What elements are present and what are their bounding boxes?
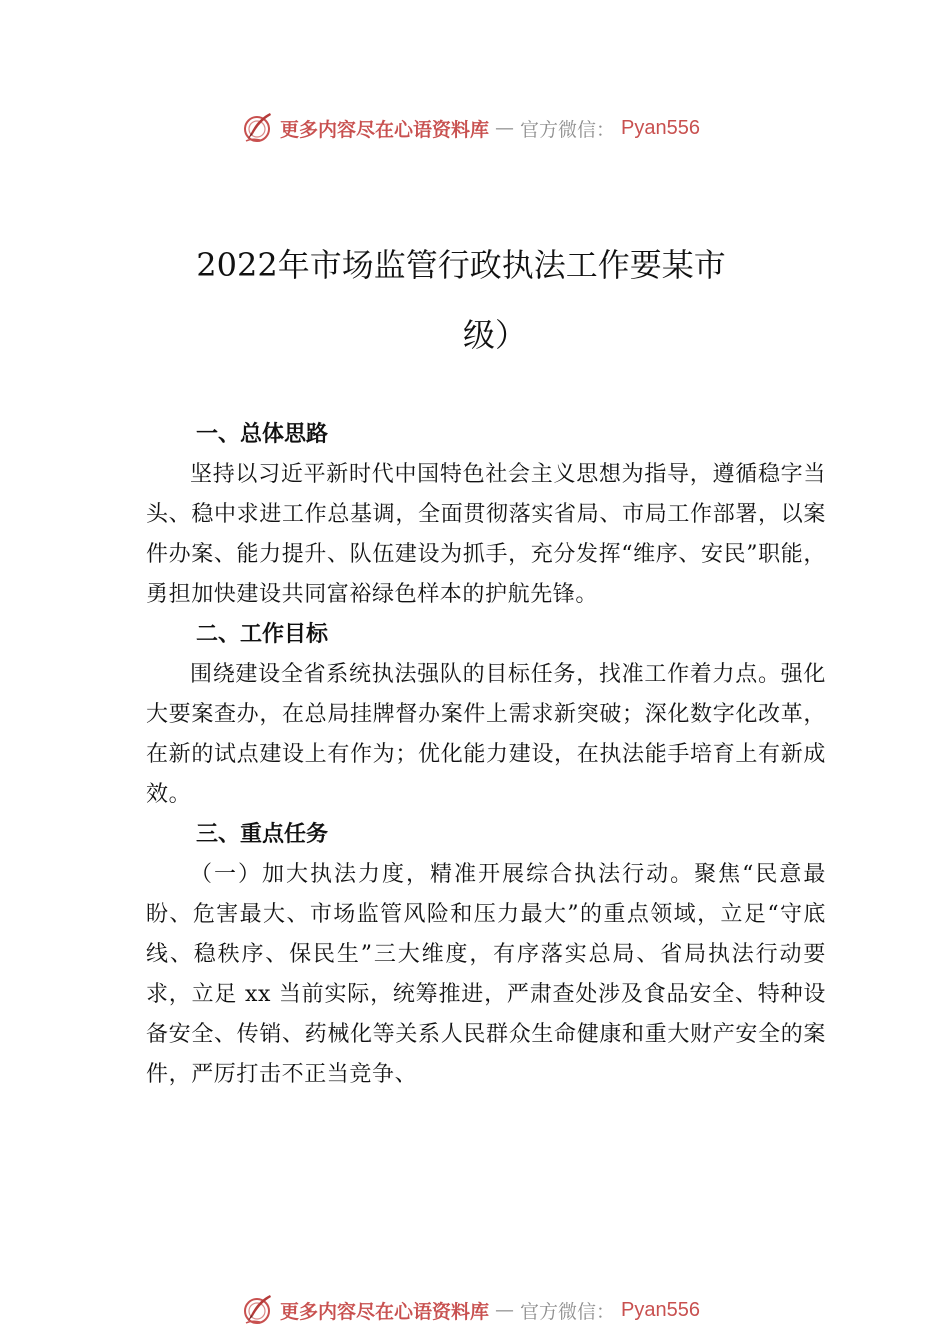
section-heading-key-tasks: 三、重点任务	[196, 822, 329, 847]
document-title-line1: 2022年市场监管行政执法工作要某市	[196, 246, 726, 284]
header-watermark	[240, 108, 700, 148]
document-body	[146, 415, 826, 1095]
watermark-wechat-label: 官方微信：	[520, 118, 616, 141]
section-heading-work-goals: 二、工作目标	[196, 622, 329, 647]
paragraph-key-tasks-1: （一）加大执法力度，精准开展综合执法行动。聚焦“民意最盼、危害最大、市场监管风险和压力最大”的重点领域，立足“守底线、稳秩序、保民生”三大维度，有序落实总局、省局执法行动要求，立足 xx 当前实际，统筹推进，严肃查处涉及食品安全、特种设备安全、传销、药械化等关系人民群众生命健康和重大财产安全的案件，严厉打击不正当竞争、	[146, 862, 826, 1087]
feather-pen-seal-icon	[240, 111, 274, 145]
watermark-wechat-label: 官方微信：	[520, 1300, 616, 1323]
paragraph-overall-approach: 坚持以习近平新时代中国特色社会主义思想为指导，遵循稳字当头、稳中求进工作总基调，全面贯彻落实省局、市局工作部署，以案件办案、能力提升、队伍建设为抓手，充分发挥“维序、安民”职能，勇担加快建设共同富裕绿色样本的护航先锋。	[146, 462, 826, 607]
section-heading-overall-approach: 一、总体思路	[196, 422, 329, 447]
watermark-wechat-handle: Pyan556	[621, 116, 700, 139]
feather-pen-seal-icon	[240, 1293, 274, 1327]
footer-watermark	[240, 1290, 700, 1330]
watermark-separator: —	[495, 117, 515, 139]
watermark-separator: —	[495, 1299, 515, 1321]
watermark-brand-text: 更多内容尽在心语资料库	[280, 118, 490, 141]
paragraph-work-goals: 围绕建设全省系统执法强队的目标任务，找准工作着力点。强化大要案查办，在总局挂牌督办案件上需求新突破；深化数字化改革，在新的试点建设上有作为；优化能力建设，在执法能手培育上有新成效。	[146, 662, 826, 807]
document-title-line2: 级）	[462, 316, 527, 354]
watermark-wechat-handle: Pyan556	[621, 1298, 700, 1321]
watermark-brand-text: 更多内容尽在心语资料库	[280, 1300, 490, 1323]
